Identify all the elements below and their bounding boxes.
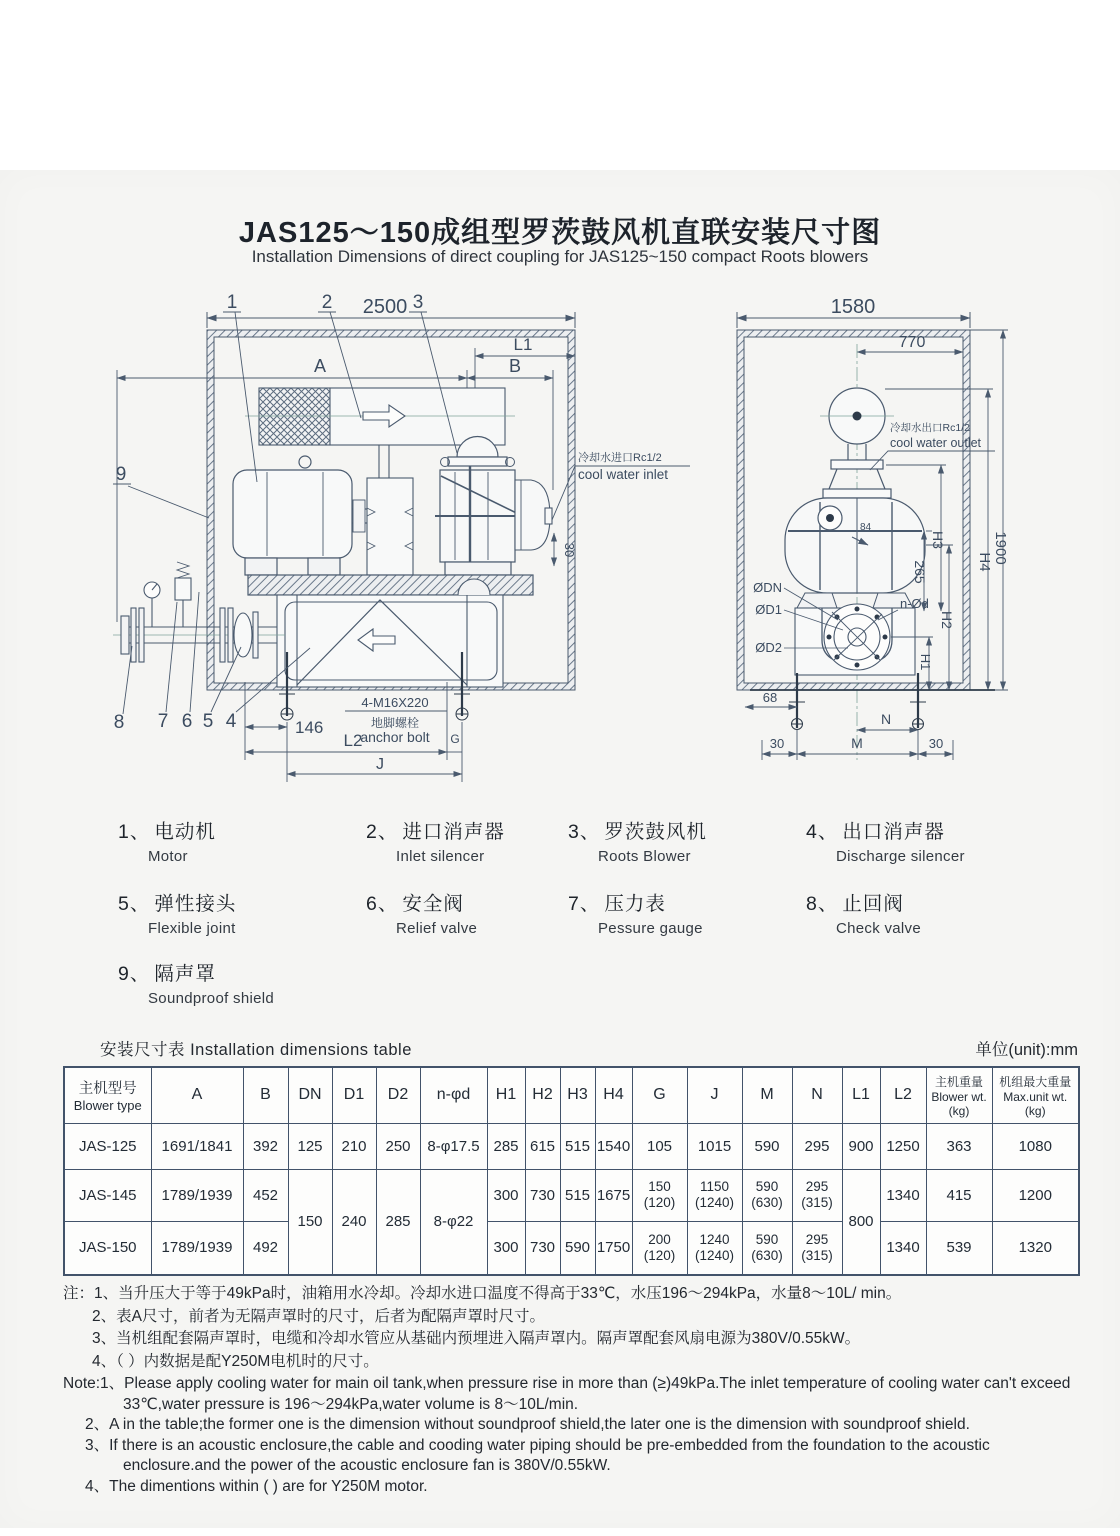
- cell-D2: 250: [376, 1123, 420, 1169]
- side-bottom-dims: [745, 690, 953, 760]
- col-B: B: [243, 1067, 288, 1123]
- cell-M: 590 (630): [742, 1221, 792, 1275]
- cell-B: 452: [243, 1169, 288, 1221]
- col-DN: DN: [288, 1067, 332, 1123]
- table-row-jas125: [64, 1123, 1079, 1169]
- cell-H4: 1540: [595, 1123, 632, 1169]
- legend-en: Pessure gauge: [598, 920, 703, 937]
- dim-30-right-label: 30: [928, 736, 944, 751]
- side-view-drawing: [700, 290, 1080, 790]
- dim-H4-label: H4: [976, 552, 993, 572]
- callout-8-check-valve: 8: [113, 712, 125, 733]
- legend-item-pressure-gauge: [568, 888, 818, 937]
- dim-L1-label: L1: [513, 335, 533, 354]
- water-inlet-en: cool water inlet: [578, 467, 669, 482]
- dim-770-label: 770: [898, 334, 926, 351]
- cell-N: 295: [792, 1123, 842, 1169]
- col-n-phi-d: n-φd: [420, 1067, 487, 1123]
- cell-H1: 300: [487, 1169, 525, 1221]
- legend-zh: 罗茨鼓风机: [604, 821, 707, 843]
- cell-L2: 1250: [880, 1123, 926, 1169]
- legend-zh: 电动机: [154, 821, 216, 843]
- water-outlet-en: cool water outlet: [890, 436, 982, 450]
- col-H4: H4: [595, 1067, 632, 1123]
- dim-30-left-label: 30: [769, 736, 785, 751]
- legend-zh: 压力表: [604, 893, 666, 915]
- cell-H3: 515: [560, 1123, 595, 1169]
- dim-265-label: 265: [912, 560, 928, 584]
- cell-type: JAS-145: [64, 1169, 151, 1221]
- legend-zh: 出口消声器: [842, 821, 945, 843]
- cell-max-wt: 1080: [992, 1123, 1079, 1169]
- dim-146-label: 146: [295, 718, 324, 737]
- table-header-row: [64, 1067, 1079, 1123]
- notes-chinese: [63, 1283, 1073, 1373]
- note-zh-2: 2、表A尺寸，前者为无隔声罩时的尺寸，后者为配隔声罩时尺寸。: [92, 1307, 545, 1325]
- cell-B: 492: [243, 1221, 288, 1275]
- cell-M: 590 (630): [742, 1169, 792, 1221]
- note-en-2: 2、A in the table;the former one is the dimension without soundproof shield,the later one is the dimension with soundproof shield.: [85, 1416, 970, 1433]
- col-blower-type: 主机型号 Blower type: [64, 1067, 151, 1123]
- cell-wt: 539: [926, 1221, 992, 1275]
- cell-L2: 1340: [880, 1169, 926, 1221]
- callout-3-roots-blower: 3: [412, 292, 424, 313]
- cell-L1-shared: 800: [842, 1169, 880, 1275]
- dim-H3-label: H3: [930, 531, 946, 549]
- legend-num: 5、: [118, 893, 151, 915]
- callout-7-pressure-gauge: 7: [157, 711, 169, 732]
- cell-n-phi-d-shared: 8-φ22: [420, 1169, 487, 1275]
- cell-H4: 1750: [595, 1221, 632, 1275]
- cell-N: 295 (315): [792, 1169, 842, 1221]
- label-n-d: n-Ød: [900, 596, 929, 611]
- dim-A-label: A: [313, 356, 327, 376]
- cell-G: 200 (120): [632, 1221, 687, 1275]
- legend-num: 1、: [118, 821, 151, 843]
- col-M: M: [742, 1067, 792, 1123]
- cell-H2: 730: [525, 1221, 560, 1275]
- col-blower-wt: 主机重量 Blower wt. (kg): [926, 1067, 992, 1123]
- water-inlet-zh: 冷却水进口Rc1/2: [578, 452, 662, 464]
- legend-item-flexible-joint: [118, 888, 368, 937]
- cell-DN-shared: 150: [288, 1169, 332, 1275]
- cell-B: 392: [243, 1123, 288, 1169]
- cell-A: 1691/1841: [151, 1123, 243, 1169]
- legend-en: Inlet silencer: [396, 848, 485, 865]
- label-D1: ØD1: [755, 602, 782, 617]
- legend-num: 9、: [118, 963, 151, 985]
- page-title: JAS125～150成组型罗茨鼓风机直联安装尺寸图: [238, 217, 882, 249]
- legend-num: 6、: [366, 893, 399, 915]
- table-unit: 单位(unit):mm: [975, 1041, 1078, 1059]
- discharge-elbow: [515, 480, 552, 550]
- note-en-3: 3、If there is an acoustic enclosure,the cable and cooding water piping should be pre-embedded from the foundation to the acoustic enclosure.and the power of the acoustic enclosure fan is 380V/0.55kW.: [85, 1436, 990, 1474]
- cell-H2: 730: [525, 1169, 560, 1221]
- cell-DN: 125: [288, 1123, 332, 1169]
- front-view-drawing: [95, 290, 755, 790]
- cell-n-phi-d: 8-φ17.5: [420, 1123, 487, 1169]
- dim-G-label: G: [450, 732, 460, 746]
- dim-N-label: N: [880, 711, 892, 727]
- legend-num: 8、: [806, 893, 839, 915]
- col-H1: H1: [487, 1067, 525, 1123]
- dim-84-label: 84: [860, 522, 872, 533]
- cell-max-wt: 1200: [992, 1169, 1079, 1221]
- cell-H1: 300: [487, 1221, 525, 1275]
- cell-G: 150 (120): [632, 1169, 687, 1221]
- page-subtitle: Installation Dimensions of direct coupling for JAS125~150 compact Roots blowers: [251, 247, 869, 266]
- note-zh-3: 3、当机组配套隔声罩时，电缆和冷却水管应从基础内预埋进入隔声罩内。隔声罩配套风扇电源为380V/0.55kW。: [92, 1330, 861, 1347]
- dim-L2-label: L2: [343, 731, 363, 750]
- relief-valve: [820, 388, 894, 498]
- legend-num: 2、: [366, 821, 399, 843]
- note-en-1: Note:1、Please apply cooling water for main oil tank,when pressure rise in more than (≥)49kPa.The inlet temperature of cooling water can't exceed 33℃,water pressure is 196～294kPa,water volume is 8～10L/min.: [63, 1375, 1071, 1413]
- note-en-4: 4、The dimentions within ( ) are for Y250M motor.: [85, 1477, 428, 1495]
- dim-30-label: 30: [562, 542, 577, 558]
- cell-D2-shared: 285: [376, 1169, 420, 1275]
- dim-B-label: B: [508, 356, 522, 376]
- cell-A: 1789/1939: [151, 1169, 243, 1221]
- legend-num: 7、: [568, 893, 601, 915]
- pressure-gauge: [144, 582, 160, 627]
- note-zh-1: 注：1、当升压大于等于49kPa时，油箱用水冷却。冷却水进口温度不得高于33℃，水压196～294kPa，水量8～10L/ min。: [63, 1285, 902, 1302]
- legend-zh: 弹性接头: [154, 893, 237, 915]
- table-row-jas150: [64, 1221, 1079, 1275]
- col-N: N: [792, 1067, 842, 1123]
- dim-1900-label: 1900: [992, 531, 1009, 565]
- legend-num: 3、: [568, 821, 601, 843]
- cell-type: JAS-150: [64, 1221, 151, 1275]
- cell-J: 1150 (1240): [687, 1169, 742, 1221]
- cell-H4: 1675: [595, 1169, 632, 1221]
- anchor-spec-label: 4-M16X220: [361, 695, 429, 710]
- check-valve: [121, 608, 144, 662]
- legend-item-roots-blower: [568, 816, 818, 865]
- front-bottom-dims: [245, 682, 462, 782]
- vertical-silencer-column: [367, 478, 413, 575]
- legend-en: Check valve: [836, 920, 922, 937]
- notes-english: [63, 1374, 1073, 1497]
- cell-N: 295 (315): [792, 1221, 842, 1275]
- water-outlet-zh: 冷却水出口Rc1/2: [890, 422, 970, 434]
- dim-J-label: J: [376, 756, 384, 773]
- col-H3: H3: [560, 1067, 595, 1123]
- cell-M: 590: [742, 1123, 792, 1169]
- legend-item-soundproof-shield: [118, 958, 368, 1007]
- legend-en: Roots Blower: [598, 848, 691, 865]
- legend-item-check-valve: [806, 888, 1056, 937]
- cell-G: 105: [632, 1123, 687, 1169]
- side-ground-anchor-bolts: [750, 673, 995, 730]
- legend-zh: 止回阀: [842, 893, 904, 915]
- dim-2500-label: 2500: [362, 296, 408, 318]
- legend-en: Relief valve: [396, 920, 478, 937]
- legend-item-discharge-silencer: [806, 816, 1056, 865]
- col-G: G: [632, 1067, 687, 1123]
- legend-en: Motor: [148, 848, 188, 865]
- front-dim-2500: [207, 296, 575, 328]
- cell-type: JAS-125: [64, 1123, 151, 1169]
- discharge-housing: [795, 604, 915, 675]
- anchor-en-label: anchor bolt: [360, 729, 430, 745]
- cell-H2: 615: [525, 1123, 560, 1169]
- table-caption: 安装尺寸表 Installation dimensions table: [100, 1041, 412, 1059]
- cell-max-wt: 1320: [992, 1221, 1079, 1275]
- cell-wt: 415: [926, 1169, 992, 1221]
- dim-68-label: 68: [762, 690, 778, 705]
- col-D2: D2: [376, 1067, 420, 1123]
- callout-1-motor: 1: [226, 292, 238, 313]
- installation-dimensions-table: [63, 1066, 1080, 1276]
- dim-H1-label: H1: [918, 653, 933, 671]
- cell-H1: 285: [487, 1123, 525, 1169]
- base-frame-discharge-silencer: [277, 579, 503, 687]
- col-H2: H2: [525, 1067, 560, 1123]
- cell-J: 1015: [687, 1123, 742, 1169]
- col-D1: D1: [332, 1067, 376, 1123]
- cell-L2: 1340: [880, 1221, 926, 1275]
- cell-D1-shared: 240: [332, 1169, 376, 1275]
- dim-H2-label: H2: [939, 611, 955, 629]
- dim-1580-label: 1580: [830, 296, 876, 318]
- legend-zh: 隔声罩: [154, 963, 216, 985]
- col-max-unit-wt: 机组最大重量 Max.unit wt. (kg): [992, 1067, 1079, 1123]
- anchor-zh-label: 地脚螺栓: [370, 716, 420, 730]
- table-row-jas145: [64, 1169, 1079, 1221]
- motor: [233, 456, 367, 575]
- cell-H3: 590: [560, 1221, 595, 1275]
- legend-en: Flexible joint: [148, 920, 236, 937]
- col-J: J: [687, 1067, 742, 1123]
- callout-9-soundproof-shield: 9: [115, 464, 127, 485]
- note-zh-4: 4、（ ）内数据是配Y250M电机时的尺寸。: [92, 1352, 379, 1370]
- callout-2-inlet-silencer: 2: [321, 292, 333, 313]
- cell-J: 1240 (1240): [687, 1221, 742, 1275]
- relief-valve-part: [175, 562, 191, 627]
- callout-4-discharge-silencer: 4: [225, 711, 237, 732]
- legend-item-motor: [118, 816, 368, 865]
- legend-zh: 进口消声器: [402, 821, 505, 843]
- cell-D1: 210: [332, 1123, 376, 1169]
- side-dim-1580: [737, 296, 970, 328]
- legend-en: Discharge silencer: [836, 848, 965, 865]
- col-A: A: [151, 1067, 243, 1123]
- legend-en: Soundproof shield: [148, 990, 275, 1007]
- cell-L1: 900: [842, 1123, 880, 1169]
- blower-body-side: [785, 498, 925, 608]
- legend-num: 4、: [806, 821, 839, 843]
- callout-6-relief-valve: 6: [181, 711, 193, 732]
- cell-A: 1789/1939: [151, 1221, 243, 1275]
- legend-zh: 安全阀: [402, 893, 464, 915]
- cell-H3: 515: [560, 1169, 595, 1221]
- cool-water-outlet-label: [870, 421, 995, 470]
- cell-wt: 363: [926, 1123, 992, 1169]
- dim-M-label: M: [851, 735, 863, 751]
- label-DN: ØDN: [753, 580, 782, 595]
- label-D2: ØD2: [755, 640, 782, 655]
- callout-5-flexible-joint: 5: [202, 711, 214, 732]
- col-L1: L1: [842, 1067, 880, 1123]
- col-L2: L2: [880, 1067, 926, 1123]
